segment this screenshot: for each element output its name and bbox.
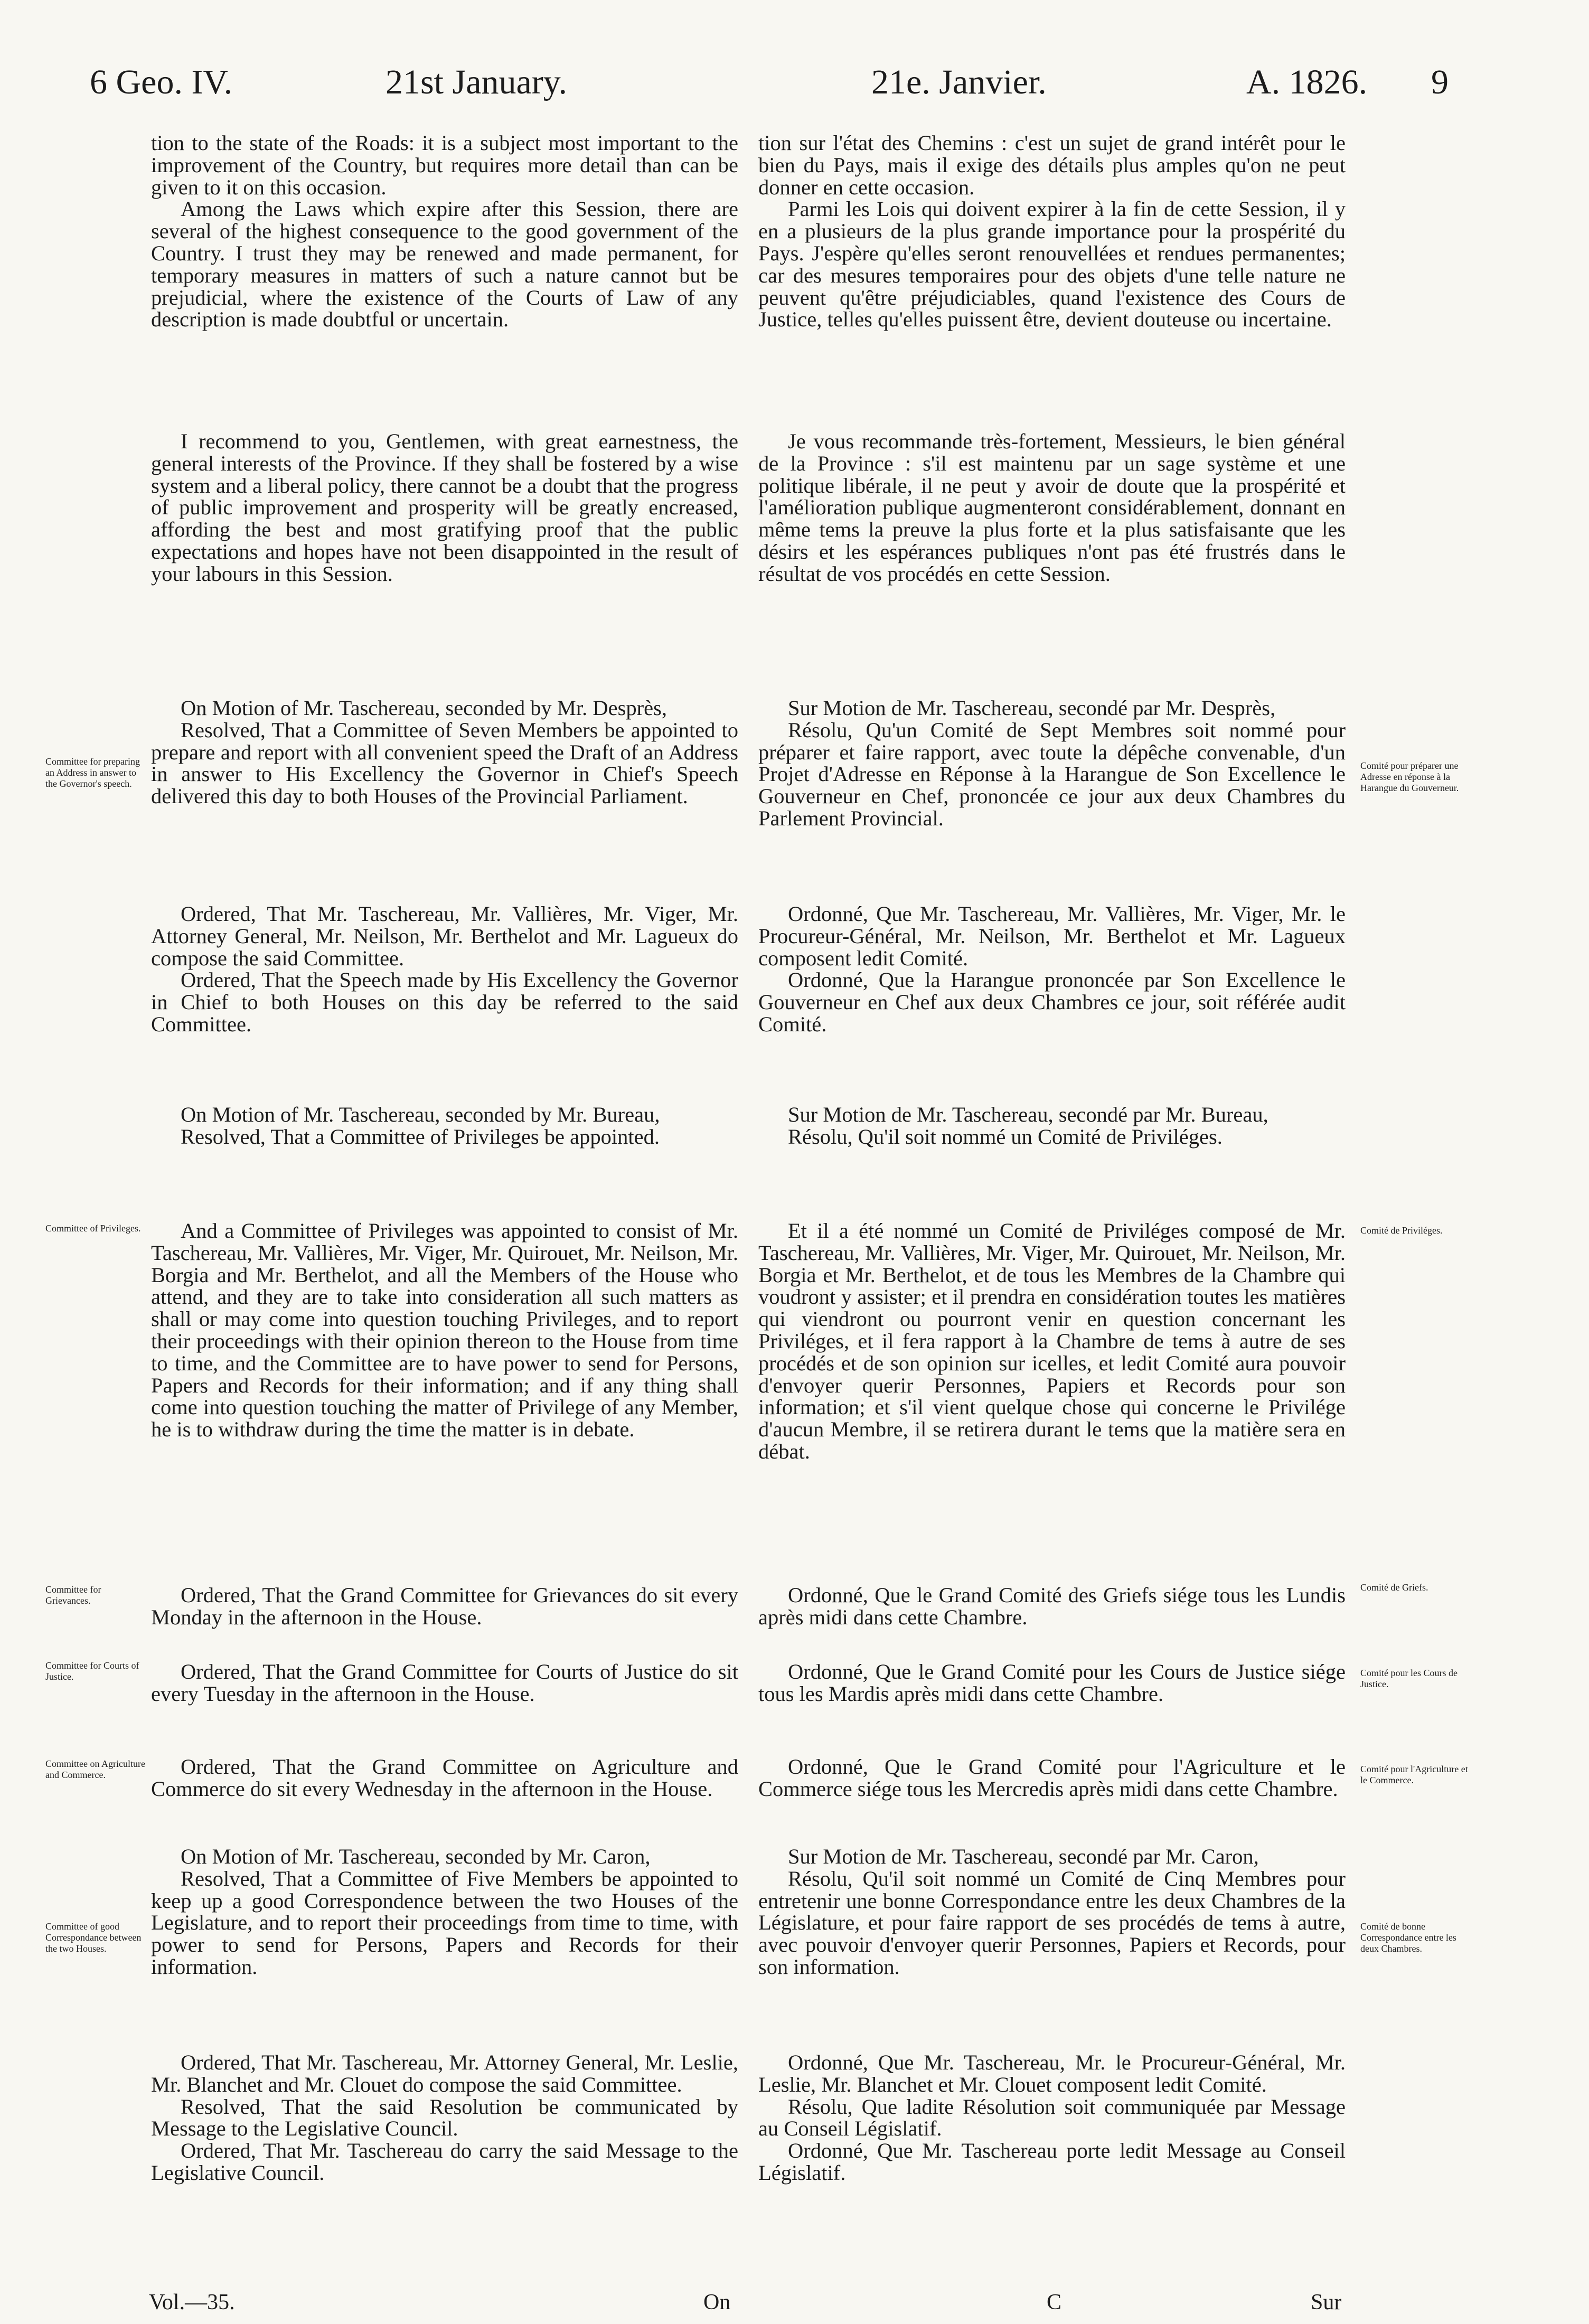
text-block <box>151 1220 738 1441</box>
page-number: 9 <box>1431 63 1449 101</box>
paragraph: Résolu, Que ladite Résolution soit communiquée par Message au Conseil Législatif. <box>758 2094 1346 2141</box>
paragraph: I recommend to you, Gentlemen, with great earnestness, the general interests of the Province. If they shall be fostered by a wise system and a liberal policy, there cannot be a doubt that the progress of public improvement and prosperity will be greatly encreased, affording the best and most gratifying proof that the public expectations and hopes have not been disappointed in the result of your labours in this Session. <box>151 429 738 586</box>
paragraph: Résolu, Qu'il soit nommé un Comité de Priviléges. <box>788 1124 1223 1149</box>
date-french: 21e. Janvier. <box>871 63 1047 101</box>
margin-note: Comité pour les Cours de Justice. <box>1360 1668 1458 1689</box>
text-block <box>151 2052 738 2184</box>
paragraph: Resolved, That the said Resolution be communicated by Message to the Legislative Council. <box>151 2094 738 2141</box>
paragraph: Resolved, That a Committee of Five Members be appointed to keep up a good Correspondence between the two Houses of the Legislature, and to report their proceedings from time to time, with power to send for Persons, Papers and Records for their information. <box>151 1866 738 1979</box>
margin-note: Comité de Priviléges. <box>1360 1225 1443 1236</box>
paragraph: Ordered, That Mr. Taschereau do carry the said Message to the Legislative Council. <box>151 2139 738 2185</box>
paragraph: tion to the state of the Roads: it is a subject most important to the improvement of the Country, but requires more detail than can be given to it on this occasion. <box>151 131 738 199</box>
paragraph: On Motion of Mr. Taschereau, seconded by Mr. Caron, <box>181 1845 651 1868</box>
text-block <box>758 132 1346 331</box>
text-block <box>151 430 738 585</box>
paragraph: Ordonné, Que le Grand Comité des Griefs siége tous les Lundis après midi dans cette Chambre. <box>758 1583 1346 1629</box>
text-block <box>758 1846 1346 1978</box>
margin-note: Committee for Grievances. <box>45 1584 101 1606</box>
paragraph: Ordered, That the Speech made by His Excellency the Governor in Chief to both Houses on this day be referred to the said Committee. <box>151 968 738 1036</box>
text-block <box>151 1756 738 1800</box>
paragraph: Ordered, That Mr. Taschereau, Mr. Attorney General, Mr. Leslie, Mr. Blanchet and Mr. Clouet do compose the said Committee. <box>151 2050 738 2096</box>
catchword-english: On <box>703 2290 731 2314</box>
margin-note: Committee for preparing an Address in answer to the Governor's speech. <box>45 756 140 789</box>
text-block <box>758 430 1346 585</box>
paragraph: Résolu, Qu'il soit nommé un Comité de Cinq Membres pour entretenir une bonne Correspondance entre les deux Chambres de la Législature, et pour faire rapport de ses procédés de tems à autre, avec pouvoir d'envoyer querir Personnes, Papiers et Records, pour son information. <box>758 1866 1346 1979</box>
paragraph: On Motion of Mr. Taschereau, seconded by Mr. Desprès, <box>181 696 667 720</box>
text-block <box>151 697 738 807</box>
paragraph: Ordered, That the Grand Committee on Agriculture and Commerce do sit every Wednesday in the afternoon in the House. <box>151 1755 738 1801</box>
text-block <box>151 132 738 331</box>
paragraph: Among the Laws which expire after this Session, there are several of the highest consequence to the good government of the Country. I trust they may be renewed and made permanent, for temporary measures in matters of such a nature cannot but be prejudicial, where the existence of the Courts of Law of any description is made doubtful or uncertain. <box>151 197 738 332</box>
paragraph: Ordonné, Que le Grand Comité pour l'Agriculture et le Commerce siége tous les Mercredis après midi dans cette Chambre. <box>758 1755 1346 1801</box>
paragraph: Resolved, That a Committee of Privileges be appointed. <box>181 1124 660 1149</box>
text-block <box>151 903 738 1036</box>
paragraph: Ordered, That Mr. Taschereau, Mr. Vallières, Mr. Viger, Mr. Attorney General, Mr. Neilson, Mr. Berthelot and Mr. Lagueux do compose the said Committee. <box>151 902 738 970</box>
text-block <box>151 1584 738 1629</box>
page-header <box>90 62 1505 120</box>
year: A. 1826. <box>1246 63 1368 101</box>
paragraph: Ordered, That the Grand Committee for Courts of Justice do sit every Tuesday in the afternoon in the House. <box>151 1660 738 1706</box>
paragraph: Je vous recommande très-fortement, Messieurs, le bien général de la Province : s'il est maintenu par un sage système et une politique libérale, il ne peut y avoir de doute que la prospérité et l'amélioration publique augmenteront considérablement, donnant en même tems la preuve la plus forte et la plus satisfaisante que les désirs et les espérances publiques n'ont pas été frustrés dans le résultat de vos procédés en cette Session. <box>758 429 1346 586</box>
volume-mark: Vol.—35. <box>149 2290 235 2314</box>
paragraph: tion sur l'état des Chemins : c'est un sujet de grand intérêt pour le bien du Pays, mais il exige des détails plus amples qu'on ne peut donner en cette occasion. <box>758 131 1346 199</box>
margin-note: Committee of good Correspondance between the two Houses. <box>45 1921 142 1954</box>
paragraph: Ordonné, Que la Harangue prononcée par Son Excellence le Gouverneur en Chef aux deux Chambres ce jour, soit référée audit Comité. <box>758 968 1346 1036</box>
page-footer <box>149 2290 1490 2321</box>
catchword-french: Sur <box>1311 2290 1342 2314</box>
paragraph: Ordonné, Que Mr. Taschereau, Mr. le Procureur-Général, Mr. Leslie, Mr. Blanchet et Mr. Clouet composent ledit Comité. <box>758 2050 1346 2096</box>
regnal-year: 6 Geo. IV. <box>90 63 233 101</box>
text-block <box>758 2052 1346 2184</box>
margin-note: Committee for Courts of Justice. <box>45 1660 139 1682</box>
text-block <box>151 1661 738 1705</box>
margin-note: Comité pour l'Agriculture et le Commerce. <box>1360 1764 1468 1785</box>
paragraph: Sur Motion de Mr. Taschereau, secondé par Mr. Bureau, <box>788 1103 1268 1126</box>
date-english: 21st January. <box>386 63 567 101</box>
text-block <box>151 1104 738 1148</box>
text-block <box>758 1756 1346 1800</box>
text-block <box>758 1661 1346 1705</box>
paragraph: Parmi les Lois qui doivent expirer à la fin de cette Session, il y en a plusieurs de la plus grande importance pour la prospérité du Pays. J'espère qu'elles seront renouvellées et rendues permanentes; car des mesures temporaires pour des objets d'une telle nature ne peuvent qu'être préjudiciables, quand l'existence des Cours de Justice, telles qu'elles puissent être, devient douteuse ou incertaine. <box>758 197 1346 332</box>
paragraph: Ordonné, Que le Grand Comité pour les Cours de Justice siége tous les Mardis après midi dans cette Chambre. <box>758 1660 1346 1706</box>
text-block <box>758 1104 1346 1148</box>
margin-note: Comité de bonne Correspondance entre les deux Chambres. <box>1360 1921 1456 1954</box>
paragraph: Resolved, That a Committee of Seven Members be appointed to prepare and report with all convenient speed the Draft of an Address in answer to His Excellency the Governor in Chief's Speech delivered this day to both Houses of the Provincial Parliament. <box>151 718 738 808</box>
paragraph: Ordonné, Que Mr. Taschereau porte ledit Message au Conseil Législatif. <box>758 2139 1346 2185</box>
text-block <box>758 1220 1346 1463</box>
paragraph: Résolu, Qu'un Comité de Sept Membres soit nommé pour préparer et faire rapport, avec toute la dépêche convenable, d'un Projet d'Adresse en Réponse à la Harangue de Son Excellence le Gouverneur en Chef, prononcée ce jour aux deux Chambres du Parlement Provincial. <box>758 718 1346 830</box>
margin-note: Committee on Agriculture and Commerce. <box>45 1758 145 1780</box>
paragraph: Et il a été nommé un Comité de Priviléges composé de Mr. Taschereau, Mr. Vallières, Mr. Viger, Mr. Quirouet, Mr. Neilson, Mr. Borgia et Mr. Berthelot, et de tous les Membres de la Chambre qui voudront y assister; et il prendra en considération toutes les matières qui viendront ou pourront venir en question concernant les Priviléges, et il fera rapport à la Chambre de tems à autre de ses procédés et de son opinion sur icelles, et ledit Comité aura pouvoir d'envoyer querir Personnes, Papiers et Records pour son information; et s'il vient quelque chose qui concerne le Privilége d'aucun Membre, il se retirera durant le tems que la matière sera en débat. <box>758 1219 1346 1463</box>
signature-mark: C <box>1047 2290 1062 2314</box>
paragraph: Sur Motion de Mr. Taschereau, secondé par Mr. Desprès, <box>788 696 1276 720</box>
margin-note: Committee of Privileges. <box>45 1223 141 1234</box>
paragraph: On Motion of Mr. Taschereau, seconded by Mr. Bureau, <box>181 1103 660 1126</box>
text-block <box>758 1584 1346 1629</box>
paragraph: Ordered, That the Grand Committee for Grievances do sit every Monday in the afternoon in the House. <box>151 1583 738 1629</box>
margin-note: Comité pour préparer une Adresse en réponse à la Harangue du Gouverneur. <box>1360 760 1459 793</box>
paragraph: Ordonné, Que Mr. Taschereau, Mr. Vallières, Mr. Viger, Mr. le Procureur-Général, Mr. Neilson, Mr. Berthelot et Mr. Lagueux composent ledit Comité. <box>758 902 1346 970</box>
paragraph: And a Committee of Privileges was appointed to consist of Mr. Taschereau, Mr. Vallières, Mr. Viger, Mr. Quirouet, Mr. Neilson, Mr. Borgia and Mr. Berthelot, and all the Members of the House who attend, and they are to take into consideration all such matters as shall or may come into question touching Privileges, and to report their proceedings with their opinion thereon to the House from time to time, and the Committee are to have power to send for Persons, Papers and Records for their information; and if any thing shall come into question touching the matter of Privilege of any Member, he is to withdraw during the time the matter is in debate. <box>151 1219 738 1442</box>
text-block <box>151 1846 738 1978</box>
text-block <box>758 903 1346 1036</box>
text-block <box>758 697 1346 830</box>
paragraph: Sur Motion de Mr. Taschereau, secondé par Mr. Caron, <box>788 1845 1259 1868</box>
margin-note: Comité de Griefs. <box>1360 1582 1428 1593</box>
